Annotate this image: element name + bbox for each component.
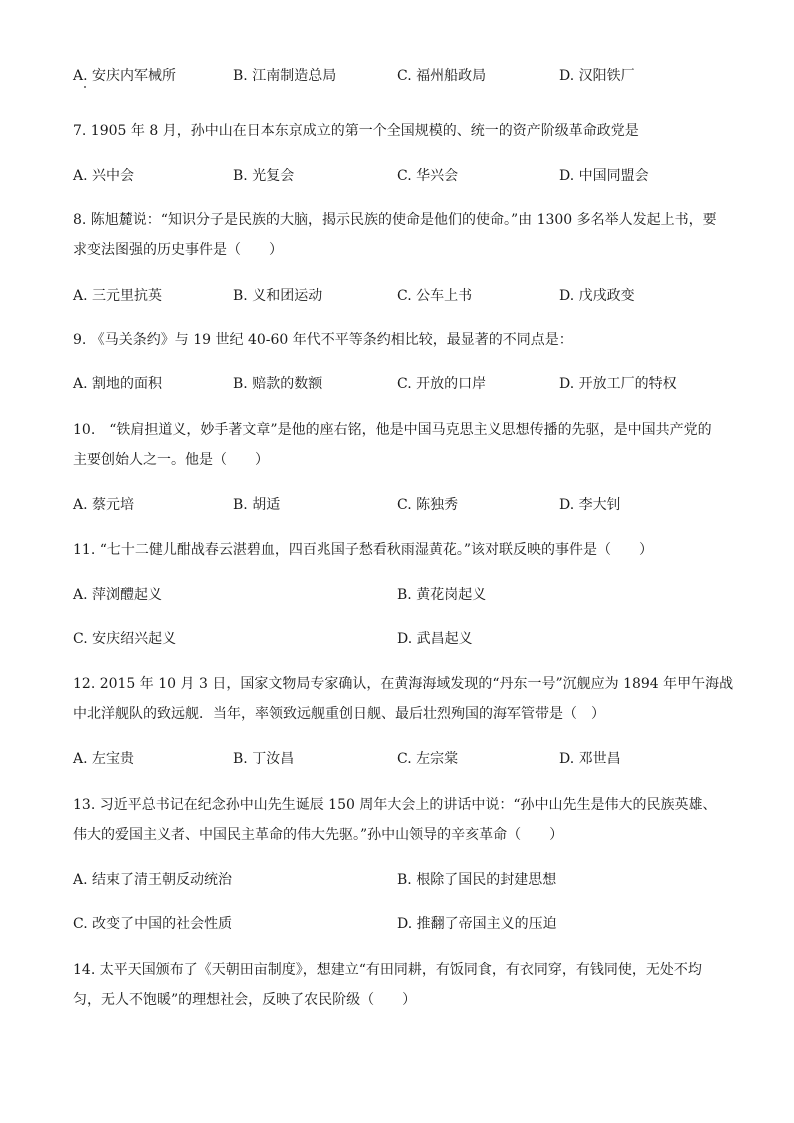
q10-options (73, 495, 733, 515)
option-c: C. 公车上书 (397, 288, 473, 304)
question-text-line-1: 12. 2015 年 10 月 3 日，国家文物局专家确认，在黄海海域发现的“丹东一号”沉舰应为 1894 年甲午海战 (73, 676, 734, 692)
option-b: B. 黄花岗起义 (397, 587, 487, 603)
q6-options (73, 66, 733, 86)
option-a: A. 三元里抗英 (73, 288, 163, 304)
question-text: 9. 《马关条约》与 19 世纪 40-60 年代不平等条约相比较，最显著的不同点是： (73, 332, 573, 348)
option-c: C. 安庆绍兴起义 (73, 631, 177, 647)
option-d: D. 推翻了帝国主义的压迫 (397, 916, 557, 932)
option-c: C. 陈独秀 (397, 497, 459, 513)
q13-options-row-2 (73, 914, 733, 934)
option-b: B. 光复会 (233, 168, 295, 184)
option-b: B. 胡适 (233, 497, 281, 513)
option-d: D. 武昌起义 (397, 631, 473, 647)
question-text-line-2: 匀，无人不饱暖”的理想社会，反映了农民阶级（ ） (73, 992, 417, 1008)
option-a: A. 蔡元培 (73, 497, 135, 513)
option-d: D. 中国同盟会 (559, 168, 649, 184)
option-a: A. 割地的面积 (73, 376, 163, 392)
option-c: C. 左宗棠 (397, 751, 459, 767)
option-a: A. 兴中会 (73, 168, 135, 184)
question-text: 7. 1905 年 8 月，孙中山在日本东京成立的第一个全国规模的、统一的资产阶级革命政党是 (73, 123, 639, 139)
question-text-line-2: 求变法图强的历史事件是（ ） (73, 242, 283, 258)
option-b: B. 根除了国民的封建思想 (397, 872, 557, 888)
q7-options (73, 166, 733, 186)
question-text-line-1: 8. 陈旭麓说：“知识分子是民族的大脑，揭示民族的使命是他们的使命。”由 1300 多名举人发起上书，要 (73, 212, 717, 228)
option-a: A. 萍浏醴起义 (73, 587, 163, 603)
option-a: A. 安庆内军械所 (73, 68, 177, 84)
q13-options-row-1 (73, 870, 733, 890)
option-c: C. 开放的口岸 (397, 376, 487, 392)
q11-options-row-2 (73, 629, 733, 649)
question-10 (73, 420, 733, 470)
option-b: B. 义和团运动 (233, 288, 323, 304)
q12-options (73, 749, 733, 769)
question-text-line-1: 13. 习近平总书记在纪念孙中山先生诞辰 150 周年大会上的讲话中说：“孙中山先生是伟大的民族英雄、 (73, 797, 717, 813)
question-text-line-2: 中北洋舰队的致远舰．当年，率领致远舰重创日舰、最后壮烈殉国的海军管带是（ ） (73, 706, 605, 722)
question-13 (73, 795, 733, 845)
question-9 (73, 330, 733, 350)
question-14 (73, 960, 733, 1010)
question-text-line-1: 14. 太平天国颁布了《天朝田亩制度》，想建立“有田同耕，有饭同食，有衣同穿，有钱同使，无处不均 (73, 962, 702, 978)
option-b: B. 江南制造总局 (233, 68, 337, 84)
stray-mark (84, 86, 86, 88)
question-12 (73, 674, 733, 724)
option-a: A. 左宝贵 (73, 751, 135, 767)
option-c: C. 福州船政局 (397, 68, 487, 84)
question-8 (73, 210, 733, 260)
question-text-line-2: 伟大的爱国主义者、中国民主革命的伟大先驱。”孙中山领导的辛亥革命（ ） (73, 827, 564, 843)
option-c: C. 华兴会 (397, 168, 459, 184)
option-c: C. 改变了中国的社会性质 (73, 916, 233, 932)
option-b: B. 赔款的数额 (233, 376, 323, 392)
q8-options (73, 286, 733, 306)
q9-options (73, 374, 733, 394)
option-d: D. 开放工厂的特权 (559, 376, 677, 392)
question-text: 11. “七十二健儿酣战春云湛碧血，四百兆国子愁看秋雨湿黄花。”该对联反映的事件是（ ） (73, 542, 654, 558)
question-7 (73, 121, 733, 141)
question-11 (73, 540, 733, 560)
option-d: D. 邓世昌 (559, 751, 621, 767)
option-d: D. 戊戌政变 (559, 288, 635, 304)
question-text-line-2: 主要创始人之一。他是（ ） (73, 452, 269, 468)
option-a: A. 结束了清王朝反动统治 (73, 872, 233, 888)
option-b: B. 丁汝昌 (233, 751, 295, 767)
option-d: D. 李大钊 (559, 497, 621, 513)
option-d: D. 汉阳铁厂 (559, 68, 635, 84)
q11-options-row-1 (73, 585, 733, 605)
question-text-line-1: 10. “铁肩担道义，妙手著文章”是他的座右铭，他是中国马克思主义思想传播的先驱，是中国共产党的 (73, 422, 712, 438)
